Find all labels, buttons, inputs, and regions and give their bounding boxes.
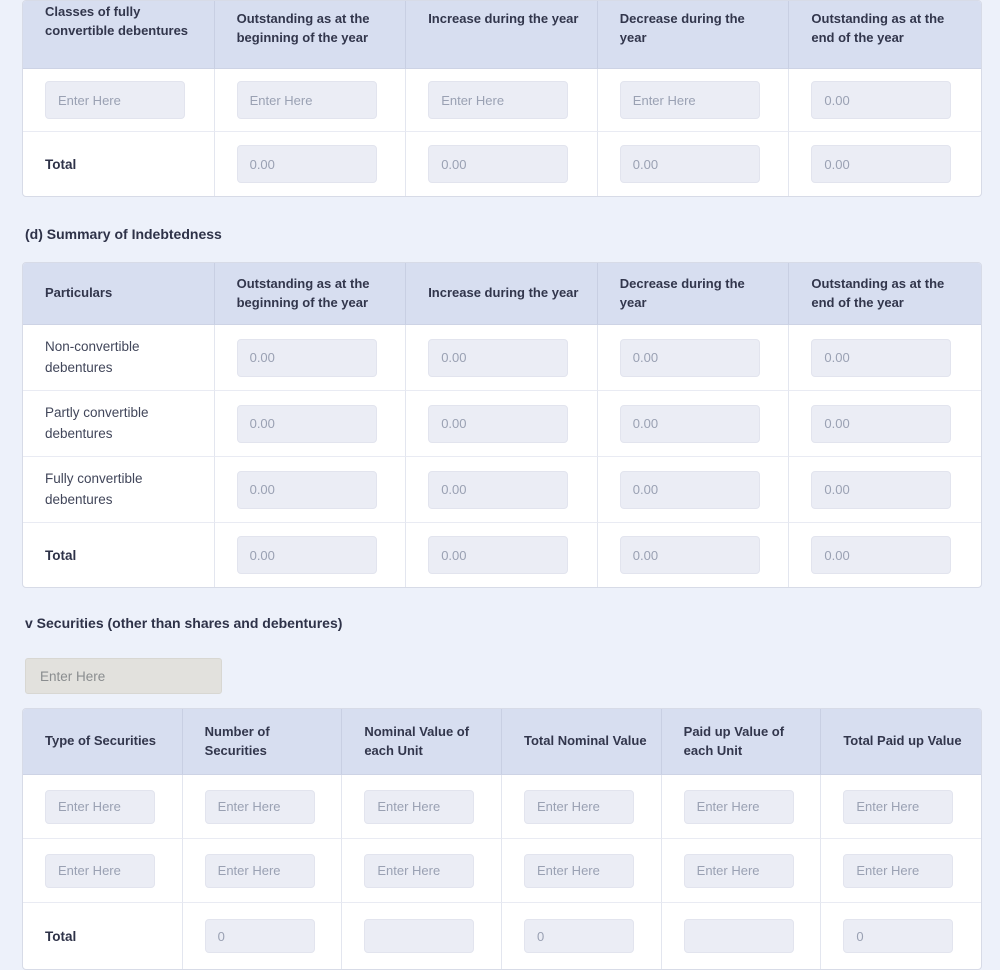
total-nominal-value-input[interactable] [524,854,634,888]
amount-input[interactable] [237,471,377,509]
paidup-value-unit-input[interactable] [684,854,794,888]
indebtedness-section-heading: (d) Summary of Indebtedness [25,226,222,242]
table-cell [406,325,598,391]
total-amount-input[interactable] [620,536,760,574]
total-outstanding-beginning-input[interactable] [237,145,377,183]
table-cell [662,839,822,903]
header-cell: Type of Securities [23,709,183,775]
table-cell [789,523,981,587]
total-row-label-cell [23,132,215,196]
increase-input[interactable] [428,81,568,119]
table-cell [598,523,790,587]
header-cell: Number of Securities [183,709,343,775]
nominal-value-unit-input[interactable] [364,790,474,824]
table-cell [662,775,822,839]
amount-input[interactable] [811,471,951,509]
total-nominal-value-input[interactable] [524,790,634,824]
table-cell [406,132,598,196]
table-cell [598,391,790,457]
amount-input[interactable] [620,339,760,377]
amount-input[interactable] [237,405,377,443]
total-row-label-cell [23,523,215,587]
form-content [22,0,982,970]
header-cell: Increase during the year [406,263,598,325]
table-cell [406,457,598,523]
table-cell [183,903,343,969]
header-cell: Outstanding as at the end of the year [789,263,981,325]
total-label: Total [45,156,77,172]
total-paidup-value-input[interactable] [843,790,953,824]
table-cell [598,69,790,132]
header-cell: Paid up Value of each Unit [662,709,822,775]
total-nominal-unit-input[interactable] [364,919,474,953]
table-cell [789,132,981,196]
securities-section-heading: v Securities (other than shares and debentures) [25,615,343,631]
securities-table [22,708,982,970]
header-cell: Outstanding as at the beginning of the year [215,1,407,69]
total-amount-input[interactable] [811,536,951,574]
header-cell: Outstanding as at the end of the year [789,1,981,69]
security-number-input[interactable] [205,854,315,888]
table-cell [215,391,407,457]
table-cell [215,325,407,391]
table-cell [406,523,598,587]
table-cell [183,775,343,839]
security-number-input[interactable] [205,790,315,824]
table-cell [406,391,598,457]
header-cell: Outstanding as at the beginning of the year [215,263,407,325]
table-cell [23,775,183,839]
header-cell: Total Paid up Value [821,709,981,775]
amount-input[interactable] [428,471,568,509]
security-type-input[interactable] [45,790,155,824]
table-cell [406,69,598,132]
total-number-input[interactable] [205,919,315,953]
total-nominal-value-input[interactable] [524,919,634,953]
table-cell [215,457,407,523]
total-amount-input[interactable] [237,536,377,574]
amount-input[interactable] [811,339,951,377]
header-cell: Increase during the year [406,1,598,69]
total-increase-input[interactable] [428,145,568,183]
amount-input[interactable] [428,339,568,377]
table-cell [598,457,790,523]
table-cell [502,903,662,969]
indebtedness-table [22,262,982,588]
outstanding-beginning-input[interactable] [237,81,377,119]
total-paidup-value-input[interactable] [843,919,953,953]
particulars-label: Non-convertible debentures [45,339,140,375]
table-cell [789,457,981,523]
paidup-value-unit-input[interactable] [684,790,794,824]
table-cell [598,325,790,391]
table-cell [821,775,981,839]
header-cell: Decrease during the year [598,263,790,325]
class-name-input[interactable] [45,81,185,119]
total-label: Total [45,928,77,944]
table-cell [821,903,981,969]
total-outstanding-end-input[interactable] [811,145,951,183]
decrease-input[interactable] [620,81,760,119]
securities-entry-input[interactable] [25,658,222,694]
header-cell: Classes of fully convertible debentures [23,1,215,69]
total-amount-input[interactable] [428,536,568,574]
table-cell [23,69,215,132]
total-paidup-unit-input[interactable] [684,919,794,953]
table-cell [23,839,183,903]
table-cell [342,775,502,839]
table-cell [598,132,790,196]
table-cell [502,839,662,903]
amount-input[interactable] [620,405,760,443]
total-paidup-value-input[interactable] [843,854,953,888]
table-cell [502,775,662,839]
particulars-label: Fully convertible debentures [45,471,143,507]
row-label-cell [23,325,215,391]
total-row-label-cell [23,903,183,969]
header-cell: Nominal Value of each Unit [342,709,502,775]
amount-input[interactable] [620,471,760,509]
table-cell [215,523,407,587]
row-label-cell [23,391,215,457]
table-cell [215,69,407,132]
amount-input[interactable] [237,339,377,377]
convertible-debentures-table [22,0,982,197]
amount-input[interactable] [811,405,951,443]
table-cell [342,839,502,903]
total-label: Total [45,547,77,563]
table-cell [183,839,343,903]
nominal-value-unit-input[interactable] [364,854,474,888]
table-cell [789,69,981,132]
table-cell [662,903,822,969]
header-cell: Particulars [23,263,215,325]
particulars-label: Partly convertible debentures [45,405,149,441]
table-cell [821,839,981,903]
table-cell [215,132,407,196]
security-type-input[interactable] [45,854,155,888]
table-cell [789,391,981,457]
outstanding-end-input[interactable] [811,81,951,119]
table-cell [789,325,981,391]
total-decrease-input[interactable] [620,145,760,183]
table-cell [342,903,502,969]
row-label-cell [23,457,215,523]
header-cell: Total Nominal Value [502,709,662,775]
header-cell: Decrease during the year [598,1,790,69]
amount-input[interactable] [428,405,568,443]
